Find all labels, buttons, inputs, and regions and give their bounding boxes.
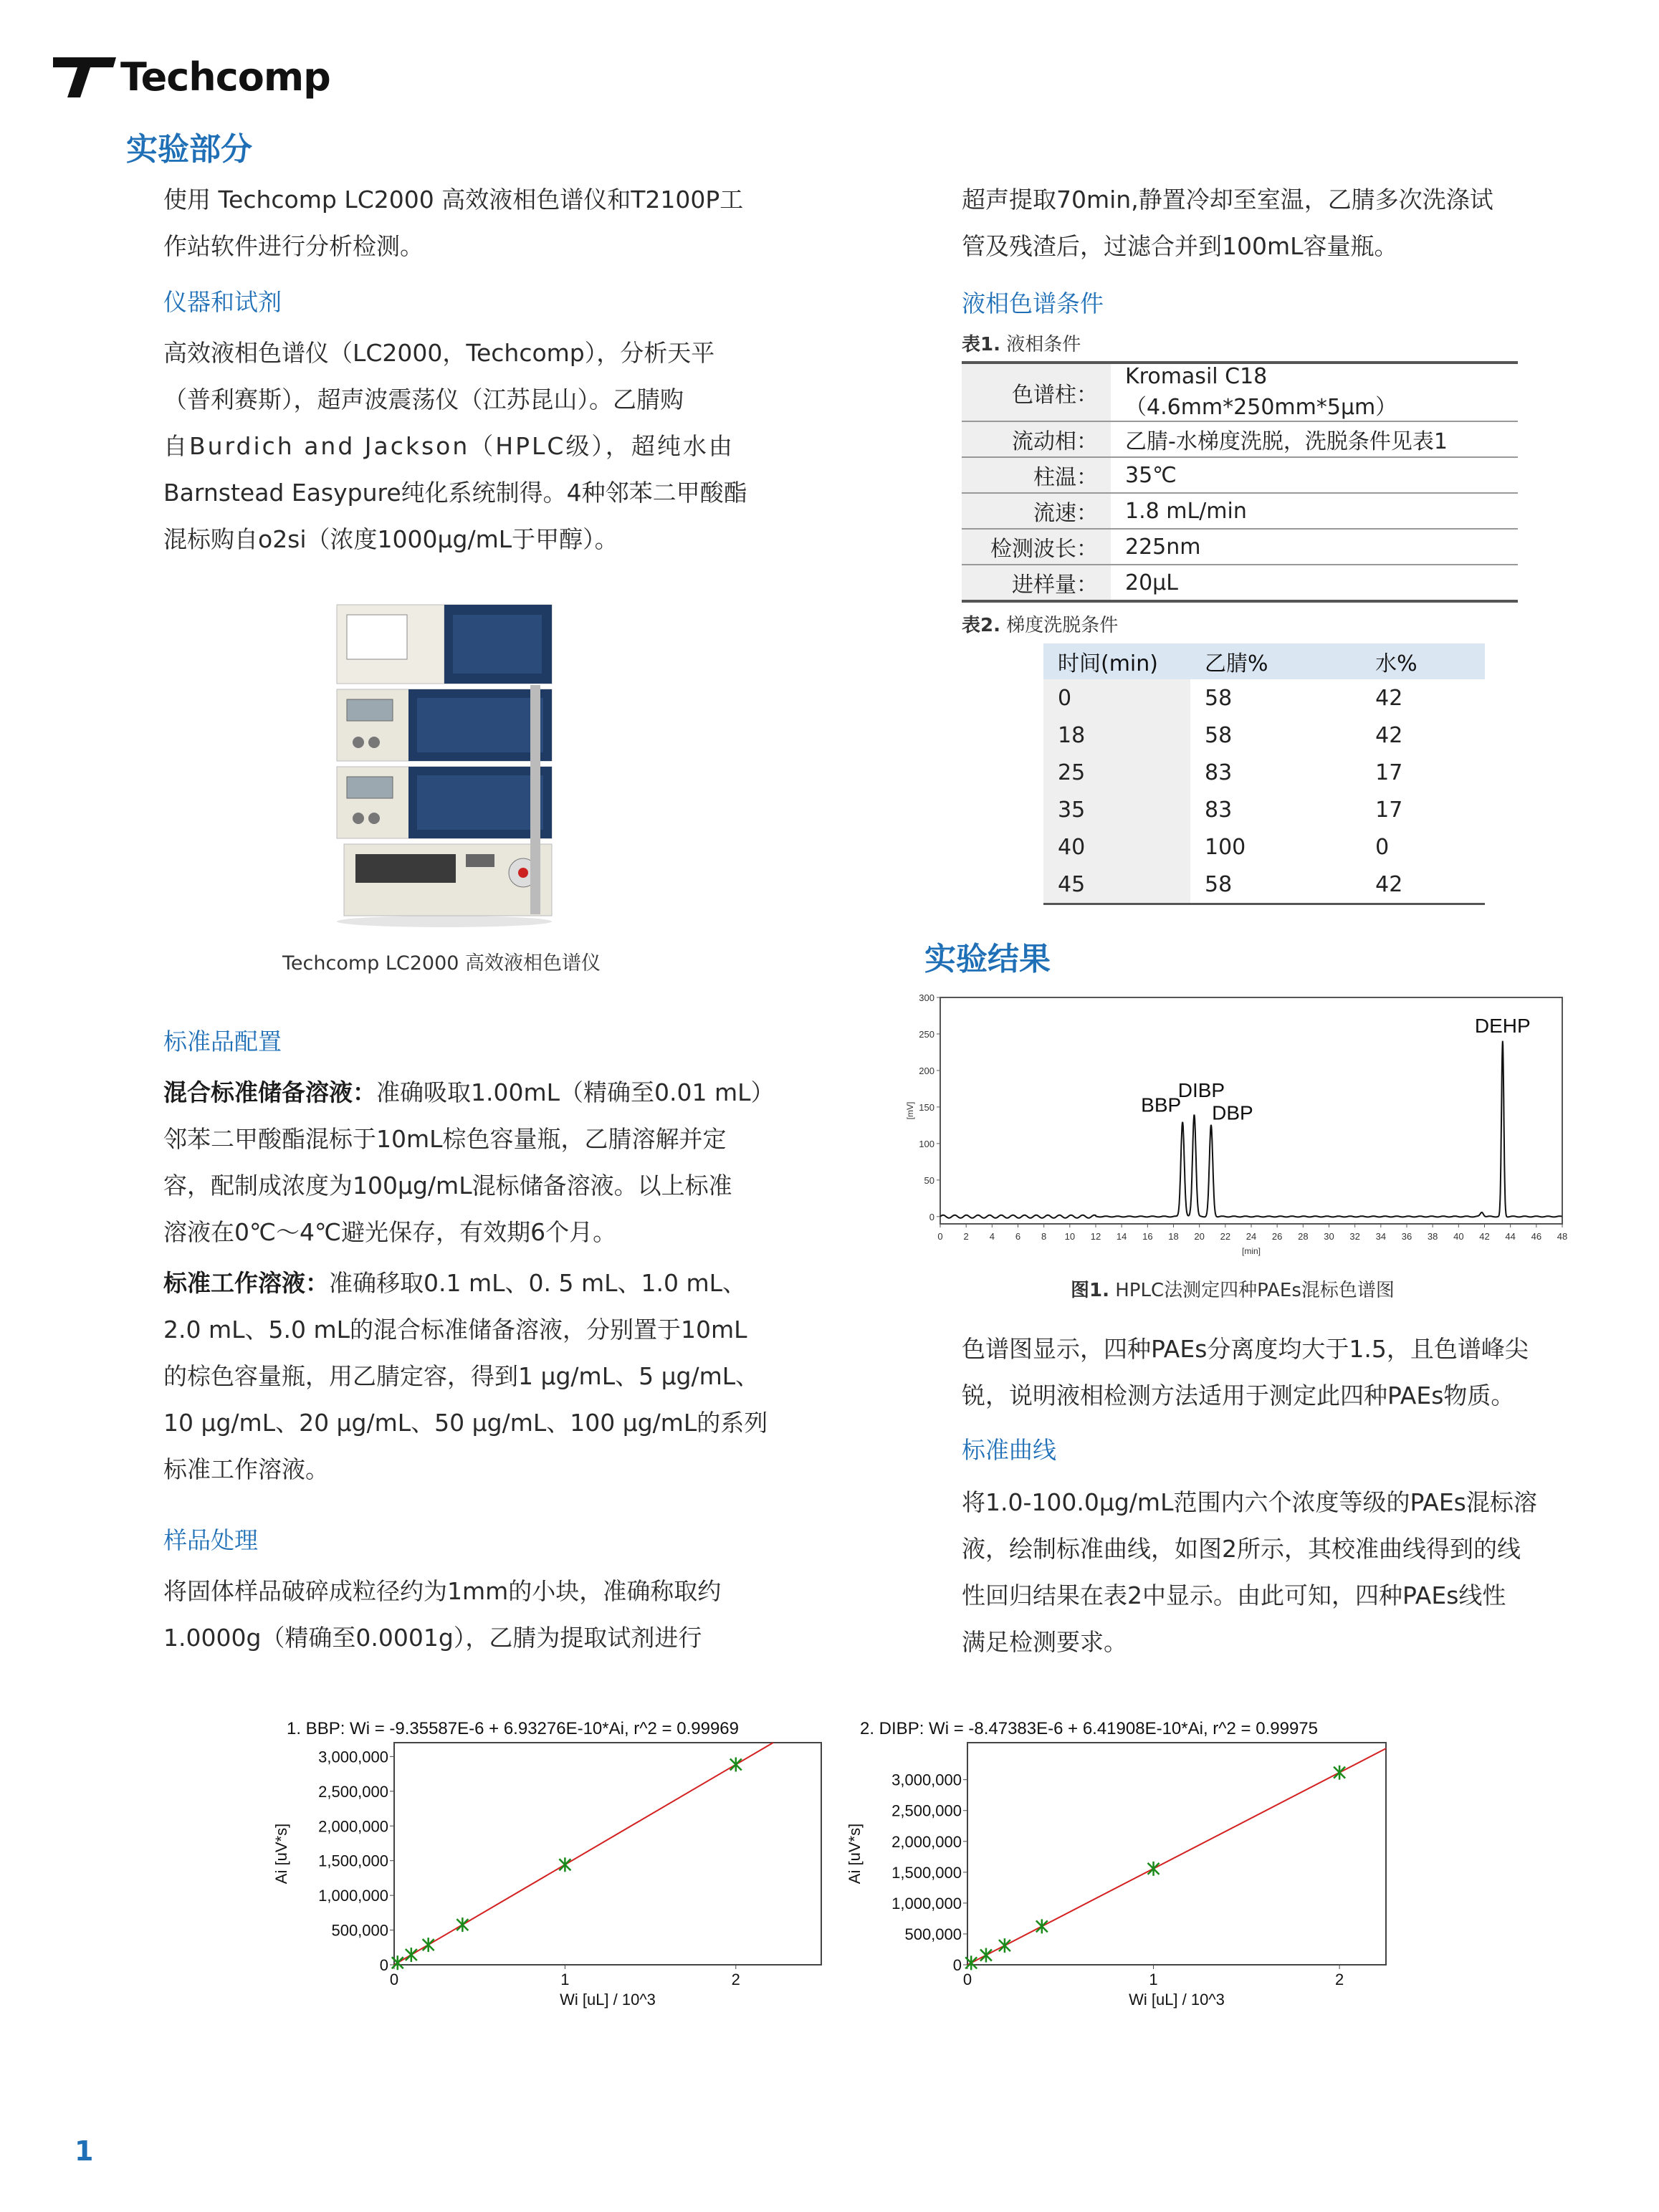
table2-caption (962, 611, 1118, 637)
x-tick-label: 26 (1271, 1231, 1283, 1242)
continue-line: 管及残渣后，过滤合并到100mL容量瓶。 (962, 232, 1398, 260)
x-axis-label: Wi [uL] / 10^3 (1129, 1991, 1225, 2008)
y-axis-label: [mV] (905, 1101, 915, 1120)
table-cell-value: Kromasil C18（4.6mm*250mm*5μm） (1111, 363, 1518, 421)
table-row (962, 421, 1518, 457)
table2-caption-label: 表2. (962, 615, 1000, 636)
curve-paragraph (962, 1479, 1607, 1665)
table-cell-value: 20μL (1111, 565, 1518, 601)
table-cell: 58 (1205, 685, 1233, 711)
table-cell: 58 (1205, 871, 1233, 897)
lc-conditions-table (962, 361, 1518, 603)
table-cell-value: 1.8 mL/min (1111, 493, 1518, 529)
instruments-line: 混标购自o2si（浓度1000μg/mL于甲醇）。 (163, 525, 618, 553)
x-tick-label: 0 (389, 1971, 399, 1988)
table-cell-value: 乙腈-水梯度洗脱，洗脱条件见表1 (1111, 421, 1518, 457)
fig1-caption (1071, 1275, 1395, 1302)
continue-paragraph (962, 176, 1592, 269)
table-cell: 83 (1205, 760, 1233, 785)
x-tick-label: 30 (1324, 1231, 1334, 1242)
y-axis-label: Ai [uV*s] (846, 1823, 864, 1885)
hplc-instrument-illustration (330, 599, 559, 929)
y-tick-label: 200 (919, 1065, 934, 1076)
x-tick-label: 18 (1168, 1231, 1179, 1242)
y-tick-label: 250 (919, 1028, 934, 1040)
x-tick-label: 1 (1149, 1971, 1158, 1988)
x-axis-label: Wi [uL] / 10^3 (560, 1991, 656, 2008)
instruments-line: 高效液相色谱仪（LC2000，Techcomp），分析天平 (163, 339, 715, 367)
x-tick-label: 36 (1401, 1231, 1412, 1242)
table-cell: 17 (1375, 797, 1403, 823)
x-tick-label: 40 (1453, 1231, 1464, 1242)
intro-paragraph (163, 176, 794, 269)
instruments-line: （普利赛斯），超声波震荡仪（江苏昆山）。乙腈购 (163, 386, 684, 413)
calibration-title: 1. BBP: Wi = -9.35587E-6 + 6.93276E-10*Ai, r^2 = 0.99969 (287, 1719, 739, 1738)
table-row (1043, 717, 1485, 754)
x-tick-label: 2 (963, 1231, 969, 1242)
table-cell: 40 (1043, 828, 1190, 866)
y-tick-label: 100 (919, 1138, 934, 1149)
table-cell: 0 (1043, 679, 1190, 717)
y-tick-label: 300 (919, 992, 934, 1003)
table-header-row (1043, 643, 1485, 679)
results-line: 锐，说明液相检测方法适用于测定此四种PAEs物质。 (962, 1382, 1515, 1409)
working-line: 标准工作溶液。 (163, 1455, 329, 1483)
curve-line: 将1.0-100.0μg/mL范围内六个浓度等级的PAEs混标溶 (962, 1488, 1537, 1516)
x-tick-label: 16 (1142, 1231, 1153, 1242)
x-tick-label: 48 (1557, 1231, 1568, 1242)
sample-line: 1.0000g（精确至0.0001g），乙腈为提取试剂进行 (163, 1624, 702, 1652)
y-axis-label: Ai [uV*s] (272, 1823, 290, 1885)
stock-line: 溶液在0℃～4℃避光保存，有效期6个月。 (163, 1218, 617, 1246)
table-cell: 18 (1043, 717, 1190, 754)
table-row (1043, 866, 1485, 904)
chromatogram-svg (897, 987, 1571, 1260)
subtitle-standards: 标准品配置 (163, 1028, 282, 1055)
table-header-cell: 水% (1361, 643, 1485, 679)
x-tick-label: 42 (1479, 1231, 1490, 1242)
table-row (1043, 791, 1485, 828)
section-title-experiment: 实验部分 (126, 131, 252, 168)
working-solution-paragraph (163, 1260, 808, 1493)
sample-paragraph (163, 1568, 794, 1661)
x-tick-label: 20 (1194, 1231, 1205, 1242)
plot-frame (967, 1743, 1386, 1965)
gradient-table (1043, 643, 1485, 905)
table-row (1043, 828, 1485, 866)
x-tick-label: 8 (1041, 1231, 1047, 1242)
stock-line: 容，配制成浓度为100μg/mL混标储备溶液。以上标准 (163, 1172, 732, 1200)
subtitle-lc-conditions: 液相色谱条件 (962, 289, 1104, 317)
instrument-caption: Techcomp LC2000 高效液相色谱仪 (282, 952, 601, 975)
working-line: 的棕色容量瓶，用乙腈定容，得到1 μg/mL、5 μg/mL、 (163, 1362, 760, 1390)
plot-frame (394, 1743, 821, 1965)
table-cell: 45 (1043, 866, 1190, 904)
calibration-dibp-svg (846, 1713, 1433, 2014)
stock-line: 准确吸取1.00mL（精确至0.01 mL） (376, 1078, 775, 1106)
fig1-caption-label: 图1. (1071, 1280, 1109, 1301)
instrument-photo (330, 599, 559, 929)
table-cell: 25 (1043, 754, 1190, 791)
chromatogram-chart (897, 987, 1571, 1260)
table-cell: 42 (1375, 871, 1403, 897)
table-row (962, 457, 1518, 493)
table-cell-value: 35℃ (1111, 457, 1518, 493)
table-header-cell: 乙腈% (1190, 643, 1361, 679)
stock-line: 邻苯二甲酸酯混标于10mL棕色容量瓶，乙腈溶解并定 (163, 1125, 727, 1153)
table-row (1043, 754, 1485, 791)
table-cell: 35 (1043, 791, 1190, 828)
table-cell-key: 进样量： (962, 565, 1111, 601)
table2-caption-text: 梯度洗脱条件 (1000, 615, 1119, 636)
table-cell-key: 色谱柱： (962, 363, 1111, 421)
y-tick-label: 500,000 (904, 1925, 962, 1943)
table1-caption (962, 330, 1081, 356)
curve-line: 满足检测要求。 (962, 1628, 1127, 1656)
peak-label-dehp: DEHP (1474, 1015, 1531, 1038)
x-tick-label: 44 (1505, 1231, 1516, 1242)
peak-label-dbp: DBP (1212, 1101, 1253, 1124)
y-tick-label: 1,000,000 (318, 1887, 388, 1905)
calibration-bbp-svg (272, 1713, 831, 2014)
y-tick-label: 2,500,000 (318, 1782, 388, 1801)
x-tick-label: 2 (731, 1971, 740, 1988)
table-row (1043, 679, 1485, 717)
working-line: 准确移取0.1 mL、0. 5 mL、1.0 mL、 (329, 1269, 746, 1297)
x-tick-label: 24 (1246, 1231, 1257, 1242)
x-tick-label: 22 (1220, 1231, 1231, 1242)
working-line: 10 μg/mL、20 μg/mL、50 μg/mL、100 μg/mL的系列 (163, 1409, 768, 1437)
instruments-paragraph (163, 330, 794, 562)
table1-caption-text: 液相条件 (1000, 334, 1081, 355)
sample-line: 将固体样品破碎成粒径约为1mm的小块，准确称取约 (163, 1577, 722, 1605)
y-tick-label: 0 (929, 1211, 934, 1222)
results-paragraph (962, 1326, 1592, 1419)
y-tick-label: 1,500,000 (891, 1863, 962, 1882)
x-tick-label: 1 (560, 1971, 570, 1988)
table-cell-key: 流速： (962, 493, 1111, 529)
x-tick-label: 0 (937, 1231, 943, 1242)
table-cell-value: 225nm (1111, 529, 1518, 565)
table-header-cell: 时间(min) (1043, 643, 1190, 679)
intro-line: 作站软件进行分析检测。 (163, 232, 424, 260)
y-tick-label: 1,000,000 (891, 1894, 962, 1912)
y-tick-label: 0 (952, 1956, 962, 1974)
y-tick-label: 1,500,000 (318, 1852, 388, 1870)
y-tick-label: 50 (924, 1174, 934, 1186)
y-tick-label: 2,500,000 (891, 1801, 962, 1820)
subtitle-instruments: 仪器和试剂 (163, 288, 282, 316)
stock-solution-paragraph (163, 1069, 808, 1255)
x-tick-label: 0 (962, 1971, 972, 1988)
working-solution-label: 标准工作溶液： (163, 1269, 329, 1297)
y-tick-label: 3,000,000 (318, 1748, 388, 1766)
calibration-chart-dibp (846, 1713, 1433, 2014)
intro-line: 使用 Techcomp LC2000 高效液相色谱仪和T2100P工 (163, 186, 744, 214)
table-cell: 100 (1205, 834, 1246, 860)
x-tick-label: 14 (1116, 1231, 1127, 1242)
table-cell: 17 (1375, 760, 1403, 785)
brand-logo (50, 53, 330, 100)
x-tick-label: 10 (1064, 1231, 1076, 1242)
y-tick-label: 2,000,000 (891, 1832, 962, 1851)
y-tick-label: 150 (919, 1101, 934, 1113)
x-tick-label: 34 (1375, 1231, 1387, 1242)
table-cell: 42 (1375, 722, 1403, 748)
subtitle-sample: 样品处理 (163, 1526, 258, 1554)
curve-line: 液，绘制标准曲线，如图2所示，其校准曲线得到的线 (962, 1535, 1521, 1563)
table-cell-key: 检测波长： (962, 529, 1111, 565)
brand-name: Techcomp (120, 54, 330, 100)
continue-line: 超声提取70min,静置冷却至室温，乙腈多次洗涤试 (962, 186, 1493, 214)
y-tick-label: 0 (379, 1956, 388, 1974)
table-cell: 83 (1205, 797, 1233, 823)
table-cell-key: 流动相： (962, 421, 1111, 457)
peak-label-dibp: DIBP (1177, 1079, 1225, 1102)
x-tick-label: 12 (1090, 1231, 1101, 1242)
x-axis-label: [min] (1241, 1246, 1261, 1256)
x-tick-label: 46 (1531, 1231, 1542, 1242)
working-line: 2.0 mL、5.0 mL的混合标准储备溶液，分别置于10mL (163, 1316, 747, 1344)
table-row (962, 363, 1518, 421)
x-tick-label: 6 (1015, 1231, 1021, 1242)
instruments-line: 自Burdich and Jackson（HPLC级），超纯水由 (163, 432, 735, 460)
x-tick-label: 28 (1298, 1231, 1309, 1242)
x-tick-label: 2 (1334, 1971, 1344, 1988)
x-tick-label: 38 (1427, 1231, 1438, 1242)
table-cell: 0 (1375, 834, 1390, 860)
x-tick-label: 4 (989, 1231, 995, 1242)
instruments-line: Barnstead Easypure纯化系统制得。4种邻苯二甲酸酯 (163, 479, 747, 507)
table-row (962, 493, 1518, 529)
subtitle-standard-curve: 标准曲线 (962, 1436, 1056, 1464)
table-cell: 42 (1375, 685, 1403, 711)
x-tick-label: 32 (1349, 1231, 1360, 1242)
y-tick-label: 2,000,000 (318, 1817, 388, 1836)
table-row (962, 529, 1518, 565)
results-line: 色谱图显示，四种PAEs分离度均大于1.5，且色谱峰尖 (962, 1335, 1529, 1363)
table-cell-key: 柱温： (962, 457, 1111, 493)
table1-caption-label: 表1. (962, 334, 1000, 355)
calibration-chart-bbp (272, 1713, 831, 2014)
calibration-title: 2. DIBP: Wi = -8.47383E-6 + 6.41908E-10*Ai, r^2 = 0.99975 (860, 1719, 1318, 1738)
curve-line: 性回归结果在表2中显示。由此可知，四种PAEs线性 (962, 1581, 1506, 1609)
fig1-caption-text: HPLC法测定四种PAEs混标色谱图 (1109, 1280, 1395, 1301)
table-row (962, 565, 1518, 601)
stock-solution-label: 混合标准储备溶液： (163, 1078, 376, 1106)
page-number: 1 (75, 2135, 94, 2167)
techcomp-logo-icon (50, 53, 119, 99)
y-tick-label: 500,000 (331, 1921, 388, 1940)
section-title-results: 实验结果 (924, 941, 1051, 977)
table-cell: 58 (1205, 722, 1233, 748)
peak-label-bbp: BBP (1141, 1093, 1182, 1116)
y-tick-label: 3,000,000 (891, 1771, 962, 1789)
